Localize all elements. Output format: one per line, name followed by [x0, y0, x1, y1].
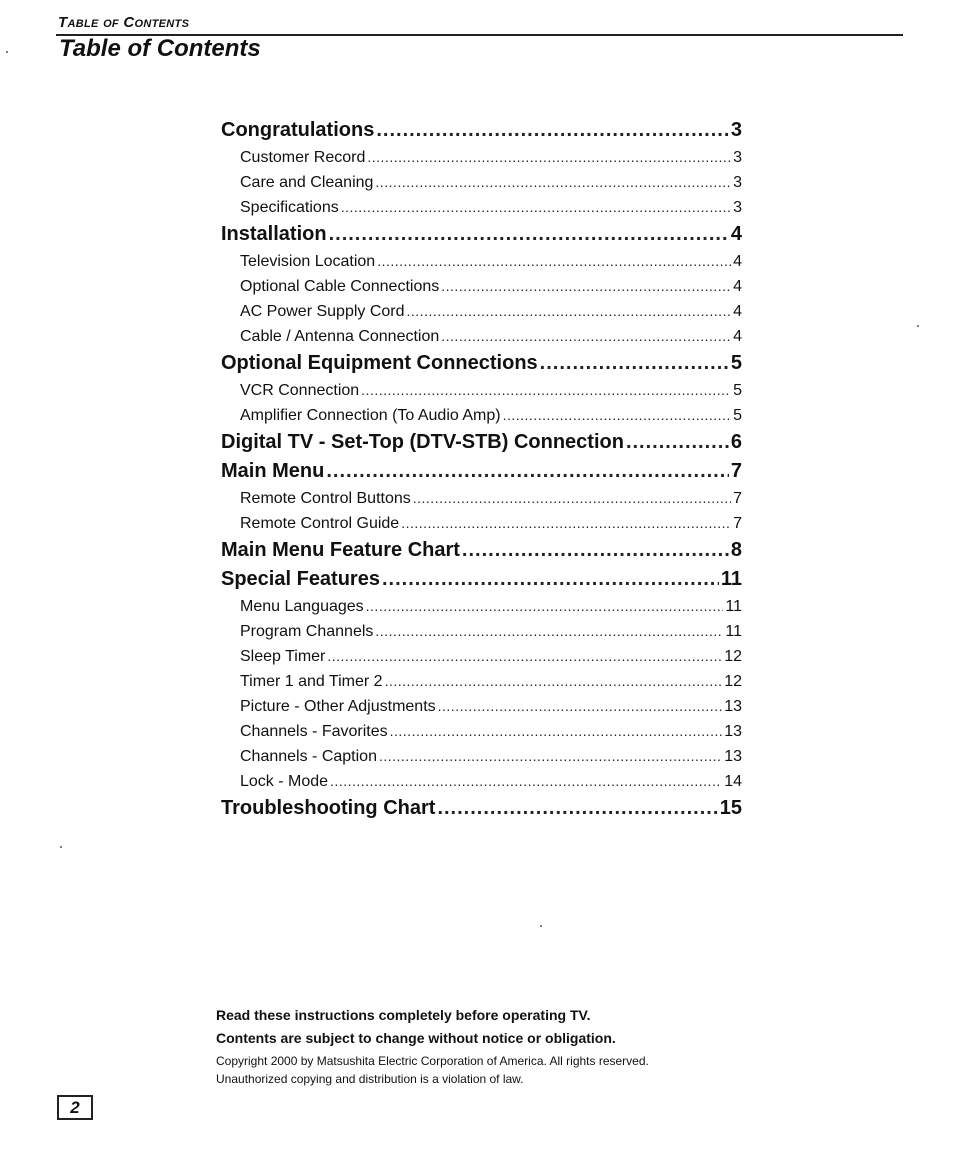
toc-page-number: 3 [730, 119, 742, 141]
toc-section-entry [221, 457, 742, 486]
toc-entry-title: Optional Cable Connections [240, 278, 440, 295]
copyright-line: Copyright 2000 by Matsushita Electric Corporation of America. All rights reserved. [216, 1054, 649, 1068]
dot-leader [375, 619, 723, 644]
toc-subsection-entry [221, 378, 742, 403]
dot-leader [329, 220, 729, 249]
toc-section-entry [221, 794, 742, 823]
toc-section-entry [221, 565, 742, 594]
toc-entry-title: Channels - Caption [240, 748, 377, 765]
dot-leader [437, 794, 717, 823]
toc-entry-title: Main Menu Feature Chart [221, 539, 460, 561]
dot-leader [326, 457, 729, 486]
toc-page-number: 4 [730, 223, 742, 245]
toc-page-number: 5 [733, 407, 742, 424]
toc-entry-title: Channels - Favorites [240, 723, 388, 740]
toc-page-number: 4 [733, 303, 742, 320]
dot-leader [540, 349, 729, 378]
dot-leader [462, 536, 729, 565]
toc-page-number: 8 [730, 539, 742, 561]
scan-speck [6, 51, 8, 53]
toc-page-number: 3 [733, 149, 742, 166]
toc-entry-title: Main Menu [221, 460, 325, 482]
dot-leader [379, 744, 722, 769]
toc-entry-title: Amplifier Connection (To Audio Amp) [240, 407, 501, 424]
toc-page-number: 4 [733, 278, 742, 295]
toc-section-entry [221, 428, 742, 457]
toc-subsection-entry [221, 324, 742, 349]
running-head: Table of Contents [58, 14, 190, 31]
toc-page-number: 12 [724, 673, 742, 690]
toc-page-number: 13 [724, 723, 742, 740]
toc-entry-title: AC Power Supply Cord [240, 303, 405, 320]
toc-subsection-entry [221, 249, 742, 274]
toc-section-entry [221, 220, 742, 249]
page-number-box: 2 [57, 1095, 93, 1120]
toc-page-number: 5 [733, 382, 742, 399]
dot-leader [385, 669, 723, 694]
toc-page-number: 7 [733, 490, 742, 507]
scan-speck [540, 925, 542, 927]
page-title: Table of Contents [59, 35, 261, 62]
toc-page-number: 13 [724, 698, 742, 715]
toc-subsection-entry [221, 403, 742, 428]
toc-entry-title: Special Features [221, 568, 380, 590]
toc-section-entry [221, 349, 742, 378]
dot-leader [361, 378, 731, 403]
dot-leader [441, 324, 731, 349]
notice-block [216, 1004, 776, 1088]
toc-page-number: 3 [733, 174, 742, 191]
dot-leader [330, 769, 722, 794]
toc-subsection-entry [221, 170, 742, 195]
toc-subsection-entry [221, 486, 742, 511]
toc-subsection-entry [221, 669, 742, 694]
toc-section-entry [221, 116, 742, 145]
toc-entry-title: Remote Control Guide [240, 515, 400, 532]
toc-page-number: 12 [724, 648, 742, 665]
table-of-contents [221, 116, 742, 823]
dot-leader [390, 719, 723, 744]
dot-leader [407, 299, 732, 324]
toc-subsection-entry [221, 299, 742, 324]
toc-section-entry [221, 536, 742, 565]
dot-leader [626, 428, 729, 457]
toc-page-number: 13 [724, 748, 742, 765]
dot-leader [503, 403, 732, 428]
toc-entry-title: Digital TV - Set-Top (DTV-STB) Connection [221, 431, 624, 453]
toc-entry-title: Congratulations [221, 119, 375, 141]
toc-entry-title: Specifications [240, 199, 339, 216]
dot-leader [327, 644, 722, 669]
dot-leader [367, 145, 731, 170]
toc-page-number: 7 [733, 515, 742, 532]
dot-leader [375, 170, 731, 195]
toc-entry-title: Optional Equipment Connections [221, 352, 538, 374]
toc-entry-title: Care and Cleaning [240, 174, 374, 191]
toc-subsection-entry [221, 195, 742, 220]
dot-leader [366, 594, 724, 619]
dot-leader [377, 249, 731, 274]
toc-subsection-entry [221, 644, 742, 669]
toc-page-number: 7 [730, 460, 742, 482]
toc-entry-title: Timer 1 and Timer 2 [240, 673, 383, 690]
toc-entry-title: Television Location [240, 253, 376, 270]
toc-subsection-entry [221, 594, 742, 619]
toc-page-number: 6 [730, 431, 742, 453]
toc-subsection-entry [221, 274, 742, 299]
toc-entry-title: Picture - Other Adjustments [240, 698, 436, 715]
toc-page-number: 15 [719, 797, 742, 819]
toc-entry-title: Program Channels [240, 623, 374, 640]
copying-notice: Unauthorized copying and distribution is a violation of law. [216, 1072, 524, 1086]
instruction-notice: Read these instructions completely before operating TV. [216, 1007, 591, 1023]
dot-leader [438, 694, 723, 719]
toc-subsection-entry [221, 619, 742, 644]
toc-entry-title: Lock - Mode [240, 773, 329, 790]
toc-page-number: 11 [725, 623, 742, 640]
toc-entry-title: Cable / Antenna Connection [240, 328, 440, 345]
toc-subsection-entry [221, 694, 742, 719]
dot-leader [401, 511, 731, 536]
toc-entry-title: VCR Connection [240, 382, 360, 399]
toc-entry-title: Customer Record [240, 149, 366, 166]
toc-entry-title: Troubleshooting Chart [221, 797, 436, 819]
toc-subsection-entry [221, 511, 742, 536]
toc-page-number: 3 [733, 199, 742, 216]
toc-page-number: 4 [733, 328, 742, 345]
toc-page-number: 4 [733, 253, 742, 270]
scan-speck [60, 846, 62, 848]
toc-entry-title: Remote Control Buttons [240, 490, 411, 507]
dot-leader [413, 486, 731, 511]
dot-leader [441, 274, 731, 299]
toc-page-number: 5 [730, 352, 742, 374]
dot-leader [382, 565, 719, 594]
toc-page-number: 11 [725, 598, 742, 615]
toc-entry-title: Sleep Timer [240, 648, 326, 665]
toc-subsection-entry [221, 769, 742, 794]
toc-subsection-entry [221, 145, 742, 170]
toc-page-number: 11 [720, 568, 742, 590]
dot-leader [341, 195, 731, 220]
toc-page-number: 14 [724, 773, 742, 790]
toc-entry-title: Menu Languages [240, 598, 364, 615]
dot-leader [376, 116, 729, 145]
toc-subsection-entry [221, 719, 742, 744]
change-notice: Contents are subject to change without notice or obligation. [216, 1030, 616, 1046]
scan-speck [917, 325, 919, 327]
toc-entry-title: Installation [221, 223, 327, 245]
toc-subsection-entry [221, 744, 742, 769]
